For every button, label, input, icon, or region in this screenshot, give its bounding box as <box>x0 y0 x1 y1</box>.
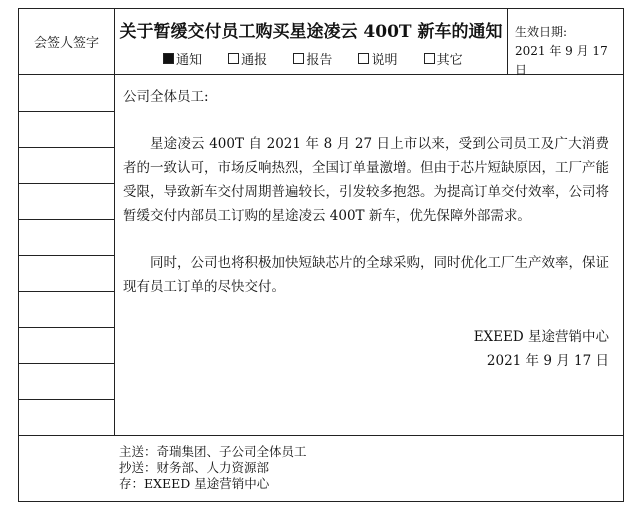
signature-row-divider <box>19 147 115 148</box>
signature-row-divider <box>19 111 115 112</box>
doc-type-report[interactable] <box>293 53 332 68</box>
countersign-label <box>19 9 115 75</box>
issue-date: 2021 年 9 月 17 日 <box>486 353 609 369</box>
doc-type-label: 其它 <box>436 53 463 68</box>
document-type-options <box>163 49 485 68</box>
effective-date-label: 生效日期: <box>515 25 568 39</box>
countersign-text: 会签人签字 <box>33 36 99 51</box>
notice-form <box>18 8 624 502</box>
signature-row-divider <box>19 327 115 328</box>
signature-row-divider <box>19 219 115 220</box>
doc-type-other[interactable] <box>424 53 463 68</box>
signature-row-divider <box>19 255 115 256</box>
distribution-footer <box>19 435 623 501</box>
doc-type-explanation[interactable] <box>358 53 397 68</box>
doc-type-label: 通知 <box>176 53 203 68</box>
checkbox-icon[interactable] <box>358 53 369 64</box>
doc-type-label: 说明 <box>371 53 398 68</box>
signature-column <box>19 75 115 435</box>
cc-recipients: 抄送：财务部、人力资源部 <box>119 460 270 475</box>
doc-type-label: 报告 <box>306 53 333 68</box>
document-title: 关于暂缓交付员工购买星途凌云 400T 新车的通知 <box>119 22 503 42</box>
checkbox-icon[interactable] <box>424 53 435 64</box>
body-paragraph: 星途凌云 400T 自 2021 年 8 月 27 日上市以来，受到公司员工及广大消费者的一致认可，市场反响热烈，全国订单量激增。但由于芯片短缺原因，工厂产能受限，导致新车交付周期普遍较长，引发较多抱怨。为提高订单交付效率，公司将暂缓交付内部员工订购的星途凌云 400T 新车，优先保障外部需求。 <box>123 136 609 224</box>
issuer-signature: EXEED 星途营销中心 <box>473 329 609 345</box>
signature-row-divider <box>19 363 115 364</box>
body-paragraph: 同时，公司也将积极加快短缺芯片的全球采购，同时优化工厂生产效率，保证现有员工订单的尽快交付。 <box>123 255 609 295</box>
signature-row-divider <box>19 291 115 292</box>
doc-type-label: 通报 <box>241 53 268 68</box>
signature-row-divider <box>19 399 115 400</box>
notice-body <box>115 75 623 435</box>
checkbox-icon[interactable] <box>228 53 239 64</box>
signature-row-divider <box>19 183 115 184</box>
archive-note: 存：EXEED 星途营销中心 <box>119 476 270 491</box>
effective-date-cell <box>507 9 623 75</box>
salutation: 公司全体员工: <box>123 89 209 105</box>
doc-type-notice[interactable] <box>163 53 202 68</box>
checkbox-icon-checked[interactable] <box>163 53 174 64</box>
effective-date-value: 2021 年 9 月 17 日 <box>515 44 608 77</box>
title-cell <box>115 9 507 75</box>
main-recipients: 主送：奇瑞集团、子公司全体员工 <box>119 444 307 459</box>
checkbox-icon[interactable] <box>293 53 304 64</box>
doc-type-bulletin[interactable] <box>228 53 267 68</box>
